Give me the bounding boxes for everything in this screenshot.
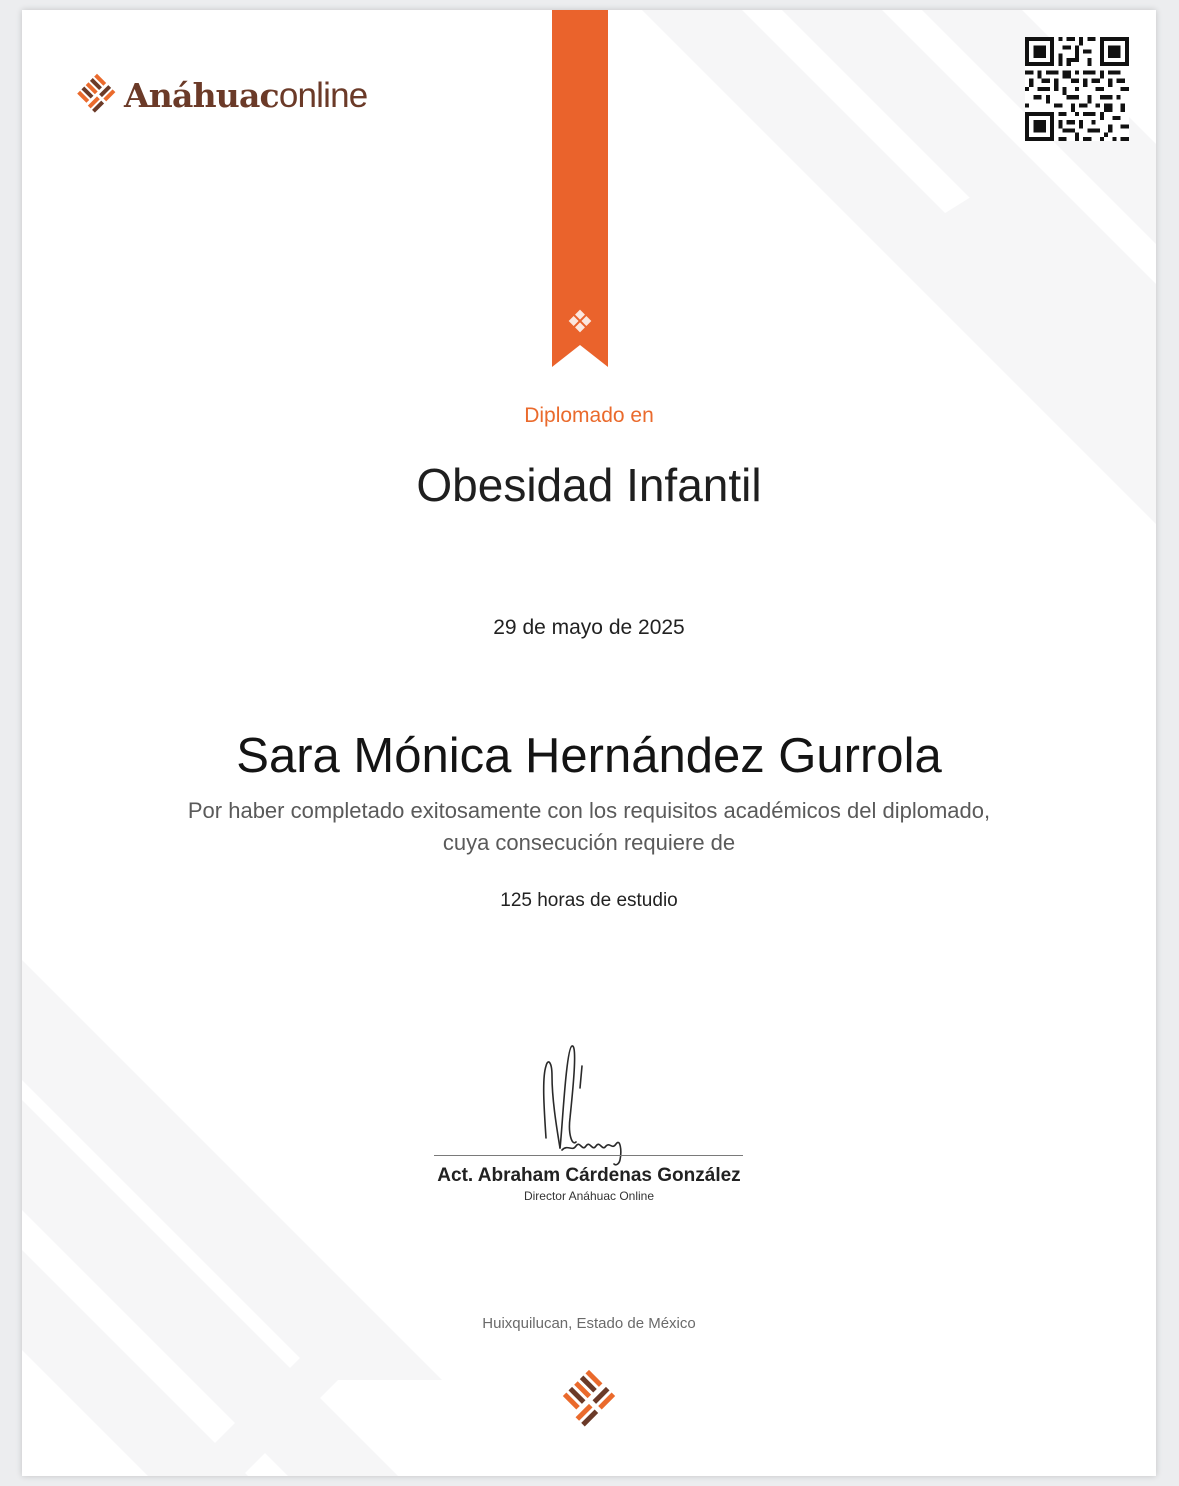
brand-name-bold: Anáhuac: [124, 75, 279, 115]
completion-statement: [22, 795, 1156, 859]
brand-wordmark: [124, 75, 368, 115]
brand-logo: [74, 70, 367, 120]
signature-line: [434, 1155, 743, 1156]
program-title: Obesidad Infantil: [416, 459, 762, 511]
signatory-title: Director Anáhuac Online: [523, 1189, 655, 1203]
recipient-name: Sara Mónica Hernández Gurrola: [236, 729, 942, 783]
program-type-label: Diplomado en: [524, 404, 654, 427]
ribbon-bookmark-icon: [552, 10, 608, 370]
brand-name-light: online: [278, 75, 368, 115]
qr-code-icon[interactable]: [1025, 37, 1129, 141]
anahuac-woven-diamond-icon: [555, 1367, 623, 1435]
signatory-name: Act. Abraham Cárdenas González: [437, 1165, 741, 1186]
handwritten-signature: [522, 1038, 632, 1166]
completion-statement-line-2: cuya consecución requiere de: [442, 830, 736, 855]
study-hours: 125 horas de estudio: [500, 890, 678, 911]
anahuac-woven-diamond-icon: [74, 72, 120, 118]
certificate-page: [22, 10, 1156, 1476]
issue-date: 29 de mayo de 2025: [493, 616, 685, 639]
issue-location: Huixquilucan, Estado de México: [482, 1315, 696, 1332]
completion-statement-line-1: Por haber completado exitosamente con los requisitos académicos del diplomado,: [187, 798, 991, 823]
